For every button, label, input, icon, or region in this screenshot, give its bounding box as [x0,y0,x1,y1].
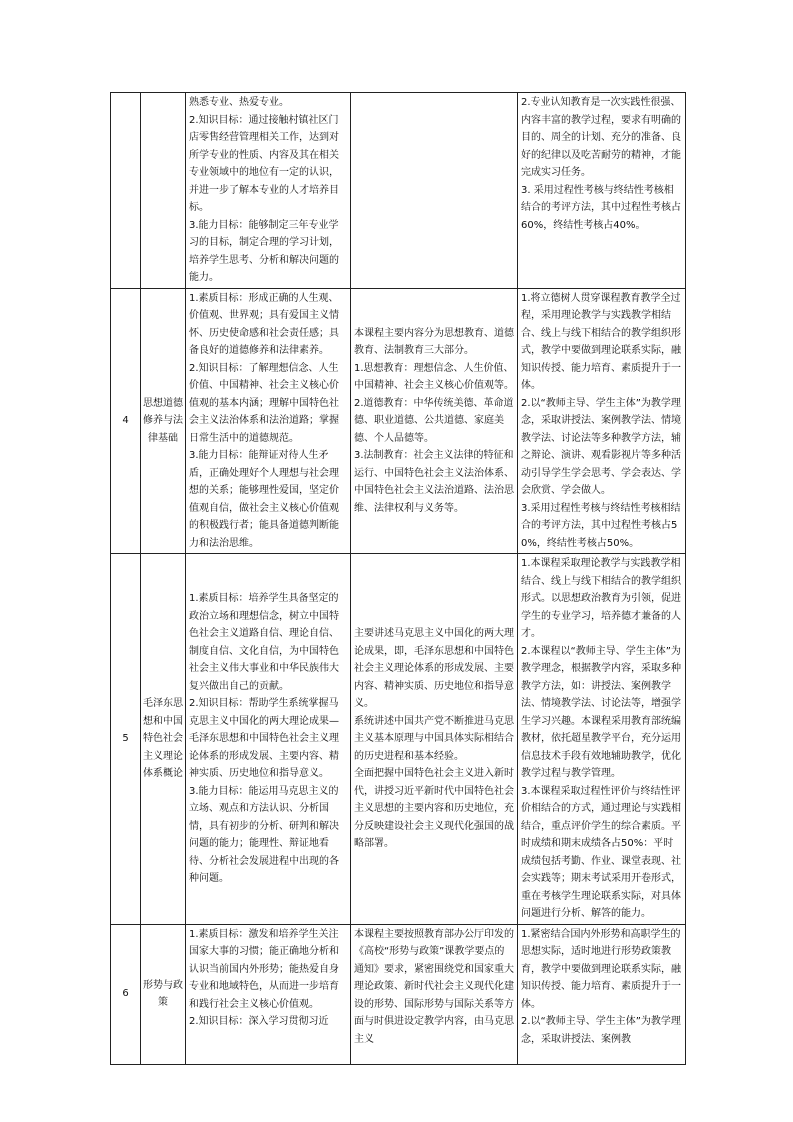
requirement-item: 2.专业认知教育是一次实践性很强、内容丰富的教学过程，要求有明确的目的、周全的计划、充分的准备、良好的纪律以及吃苦耐劳的精神，才能完成实习任务。 [521,97,681,178]
objective-item: 3.能力目标：能运用马克思主义的立场、观点和方法认识、分析国情，具有初步的分析、研判和解决问题的能力；能理性、辩证地看待、分析社会发展进程中出现的各种问题。 [189,785,339,884]
objective-item: 3.能力目标：能够制定三年专业学习的目标，制定合理的学习计划，培养学生思考、分析和解决问题的能力。 [189,219,339,283]
content-item: 主要讲述马克思主义中国化的两大理论成果，即，毛泽东思想和中国特色社会主义理论体系的形成发展、主要内容、精神实质、历史地位和指导意义。 [354,628,514,709]
course-objectives [186,554,351,925]
requirement-item: 2.本课程以“教师主导、学生主体”为教学理念，根据教学内容，采取多种教学方法，如：讲授法、案例教学法、情境教学法、讨论法等，增强学生学习兴趣。本课程采用教育部统编教材，依托超星教学平台，充分运用信息技术手段有效地辅助教学，优化教学过程与教学管理。 [521,645,681,779]
content-item: 全面把握中国特色社会主义进入新时代，讲授习近平新时代中国特色社会主义思想的主要内容和历史地位，充分反映建设社会主义现代化强国的战略部署。 [354,768,514,849]
course-objectives [186,93,351,289]
objective-item: 1.素质目标：激发和培养学生关注国家大事的习惯；能正确地分析和认识当前国内外形势；能热爱自身专业和地域特色，从而进一步培育和践行社会主义核心价值观。 [189,928,339,1010]
course-number: 6 [111,924,141,1064]
content-item: 1.思想教育：理想信念、人生价值、中国精神、社会主义核心价值观等。 [354,362,514,391]
course-name: 毛泽东思想和中国特色社会主义理论体系概论 [141,554,186,925]
requirement-item: 1.紧密结合国内外形势和高职学生的思想实际，适时地进行形势政策教育，教学中要做到理论联系实际，融知识传授、能力培育、素质提升于一体。 [521,928,681,1010]
content-item: 3.法制教育：社会主义法律的特征和运行、中国特色社会主义法治体系、中国特色社会主义法治道路、法治思维、法律权利与义务等。 [354,450,514,514]
requirement-item: 1.将立德树人贯穿课程教育教学全过程，采用理论教学与实践教学相结合、线上与线下相结合的教学组织形式，教学中要做到理论联系实际，融知识传授、能力培育、素质提升于一体。 [521,292,681,391]
objective-item: 2.知识目标：了解理想信念、人生价值、中国精神、社会主义核心价值观的基本内涵；理解中国特色社会主义法治体系和法治道路；掌握日常生活中的道德规范。 [189,362,339,444]
course-content [351,924,518,1064]
table-row [111,924,686,1064]
course-requirements [518,93,686,289]
objective-item: 2.知识目标：通过接触村镇社区门店零售经营管理相关工作，达到对所学专业的性质、内容及其在相关专业领域中的地位有一定的认识，并进一步了解本专业的人才培养目标。 [189,114,339,213]
objective-item: 熟悉专业、热爱专业。 [189,97,289,108]
course-content [351,554,518,925]
course-objectives [186,924,351,1064]
objective-item: 2.知识目标：深入学习贯彻习近 [189,1016,329,1027]
content-item: 系统讲述中国共产党不断推进马克思主义基本原理与中国具体实际相结合的历史进程和基本经验。 [354,715,514,762]
objective-item: 2.知识目标：帮助学生系统掌握马克思主义中国化的两大理论成果—毛泽东思想和中国特色社会主义理论体系的形成发展、主要内容、精神实质、历史地位和指导意义。 [189,698,339,779]
content-item: 本课程主要内容分为思想教育、道德教育、法制教育三大部分。 [354,327,514,356]
objective-item: 1.素质目标：形成正确的人生观、价值观、世界观；具有爱国主义情怀、历史使命感和社会责任感；具备良好的道德修养和法律素养。 [189,292,339,356]
requirement-item: 2.以“教师主导、学生主体”为教学理念，采取讲授法、案例教学法、情境教学法、讨论法等多种教学方法，辅之辩论、演讲、观看影视片等多种活动引导学生学会思考、学会表达、学会欣赏、学会做人。 [521,397,681,496]
table-row [111,288,686,554]
requirement-item: 2.以“教师主导、学生主体”为教学理念，采取讲授法、案例教 [521,1016,681,1045]
course-objectives [186,288,351,554]
course-content [351,93,518,289]
requirement-item: 1.本课程采取理论教学与实践教学相结合、线上与线下相结合的教学组织形式。以思想政治教育为引领，促进学生的专业学习，培养德才兼备的人才。 [521,558,681,639]
course-number: 5 [111,554,141,925]
table-row [111,554,686,925]
course-requirements [518,288,686,554]
table-row [111,93,686,289]
content-item: 2.道德教育：中华传统美德、革命道德、职业道德、公共道德、家庭美德、个人品德等。 [354,397,514,444]
course-requirements [518,554,686,925]
objective-item: 1.素质目标：培养学生具备坚定的政治立场和理想信念，树立中国特色社会主义道路自信、理论自信、制度自信、文化自信，为中国特色社会主义伟大事业和中华民族伟大复兴做出自己的贡献。 [189,593,339,692]
requirement-item: 3. 采用过程性考核与终结性考核相结合的考评方法，其中过程性考核占60%，终结性考核占40%。 [521,184,681,231]
course-table [110,92,686,1065]
course-number [111,93,141,289]
course-requirements [518,924,686,1064]
content-item: 本课程主要按照教育部办公厅印发的《高校“形势与政策”课教学要点的通知》要求，紧密围绕党和国家重大理论政策、新时代社会主义现代化建设的形势、国际形势与国际关系等方面与时俱进设定教学内容，由马克思主义 [354,928,514,1045]
objective-item: 3.能力目标：能辩证对待人生矛盾，正确处理好个人理想与社会理想的关系；能够理性爱国，坚定价值观自信，做社会主义核心价值观的积极践行者；能具备道德判断能力和法治思维。 [189,450,339,549]
requirement-item: 3.采用过程性考核与终结性考核相结合的考评方法，其中过程性考核占50%，终结性考核占50%。 [521,502,681,549]
course-content [351,288,518,554]
course-name: 形势与政策 [141,924,186,1064]
course-number: 4 [111,288,141,554]
requirement-item: 3.本课程采取过程性评价与终结性评价相结合的方式，通过理论与实践相结合，重点评价学生的综合素质。平时成绩和期末成绩各占50%：平时成绩包括考勤、作业、课堂表现、社会实践等；期末考试采用开卷形式，重在考核学生理论联系实际，对具体问题进行分析、解答的能力。 [521,785,681,919]
course-name: 思想道德修养与法律基础 [141,288,186,554]
course-name [141,93,186,289]
